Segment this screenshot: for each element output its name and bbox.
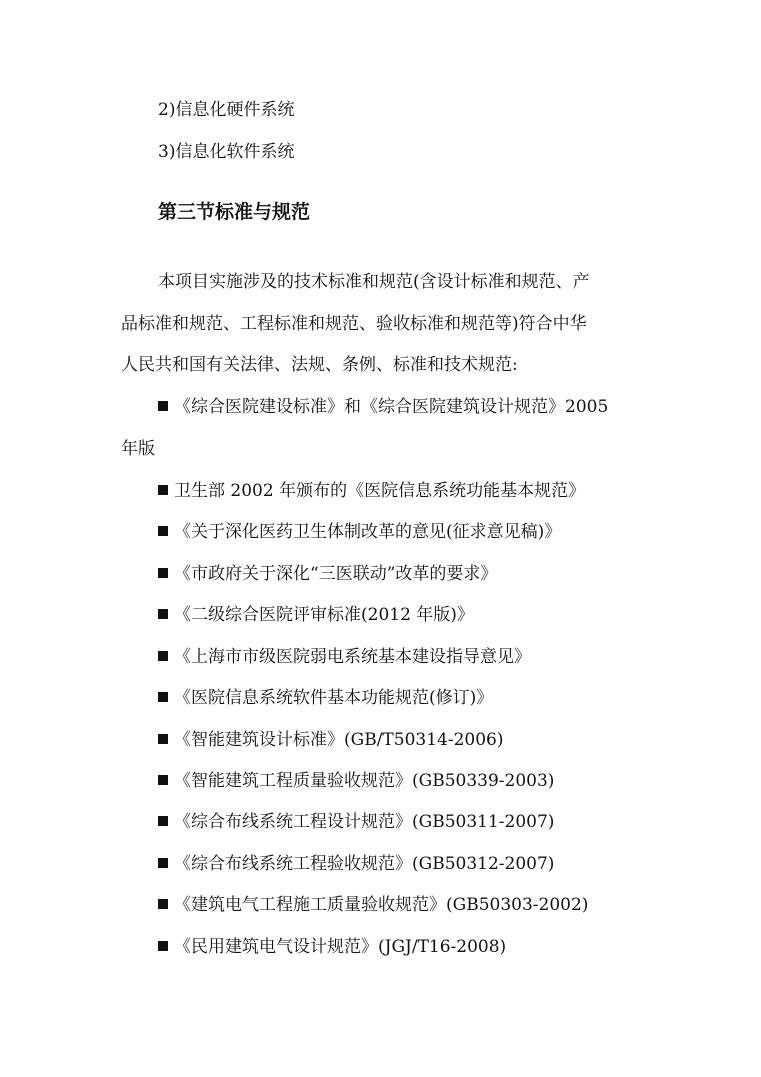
bullet-square-icon bbox=[158, 526, 168, 536]
bullet-square-icon bbox=[158, 651, 168, 661]
section-title: 第三节标准与规范 bbox=[158, 201, 311, 223]
standard-text: 《综合医院建设标准》和《综合医院建筑设计规范》2005 bbox=[174, 397, 609, 417]
standard-item bbox=[158, 853, 678, 875]
standard-item bbox=[158, 894, 678, 916]
bullet-square-icon bbox=[158, 899, 168, 909]
standard-continuation: 年版 bbox=[121, 439, 155, 459]
bullet-square-icon bbox=[158, 858, 168, 868]
bullet-square-icon bbox=[158, 609, 168, 619]
standard-item bbox=[158, 646, 678, 668]
standard-text: 《综合布线系统工程验收规范》(GB50312-2007) bbox=[174, 854, 555, 874]
bullet-square-icon bbox=[158, 775, 168, 785]
bullet-square-icon bbox=[158, 692, 168, 702]
intro-line-2: 品标准和规范、工程标准和规范、验收标准和规范等)符合中华 bbox=[121, 314, 587, 334]
bullet-square-icon bbox=[158, 485, 168, 495]
standard-text: 《上海市市级医院弱电系统基本建设指导意见》 bbox=[174, 647, 531, 667]
standard-item bbox=[158, 480, 678, 502]
standard-item bbox=[158, 604, 678, 626]
standard-text: 《综合布线系统工程设计规范》(GB50311-2007) bbox=[174, 812, 555, 832]
standard-item bbox=[158, 770, 678, 792]
standard-text: 《市政府关于深化“三医联动”改革的要求》 bbox=[174, 564, 498, 584]
intro-line-3: 人民共和国有关法律、法规、条例、标准和技术规范: bbox=[121, 355, 518, 375]
list-item-software: 3)信息化软件系统 bbox=[158, 142, 295, 162]
standard-text: 《医院信息系统软件基本功能规范(修订)》 bbox=[174, 688, 494, 708]
bullet-square-icon bbox=[158, 568, 168, 578]
bullet-square-icon bbox=[158, 941, 168, 951]
standard-text: 《智能建筑工程质量验收规范》(GB50339-2003) bbox=[174, 771, 555, 791]
standard-text: 《智能建筑设计标准》(GB/T50314-2006) bbox=[174, 730, 504, 750]
list-item-hardware: 2)信息化硬件系统 bbox=[158, 100, 295, 120]
standard-item bbox=[158, 811, 678, 833]
standard-text: 《关于深化医药卫生体制改革的意见(征求意见稿)》 bbox=[174, 522, 562, 542]
standard-item bbox=[158, 687, 678, 709]
standard-item bbox=[158, 563, 678, 585]
bullet-square-icon bbox=[158, 816, 168, 826]
standard-text: 《建筑电气工程施工质量验收规范》(GB50303-2002) bbox=[174, 895, 589, 915]
intro-line-1: 本项目实施涉及的技术标准和规范(含设计标准和规范、产 bbox=[158, 272, 590, 292]
bullet-square-icon bbox=[158, 401, 168, 411]
standard-text: 《民用建筑电气设计规范》(JGJ/T16-2008) bbox=[174, 937, 507, 957]
standard-text: 《二级综合医院评审标准(2012 年版)》 bbox=[174, 605, 474, 625]
standard-item bbox=[158, 729, 678, 751]
standard-item bbox=[158, 521, 678, 543]
standard-text: 卫生部 2002 年颁布的《医院信息系统功能基本规范》 bbox=[174, 481, 586, 501]
standard-item bbox=[158, 936, 678, 958]
bullet-square-icon bbox=[158, 734, 168, 744]
standard-item bbox=[158, 396, 678, 418]
